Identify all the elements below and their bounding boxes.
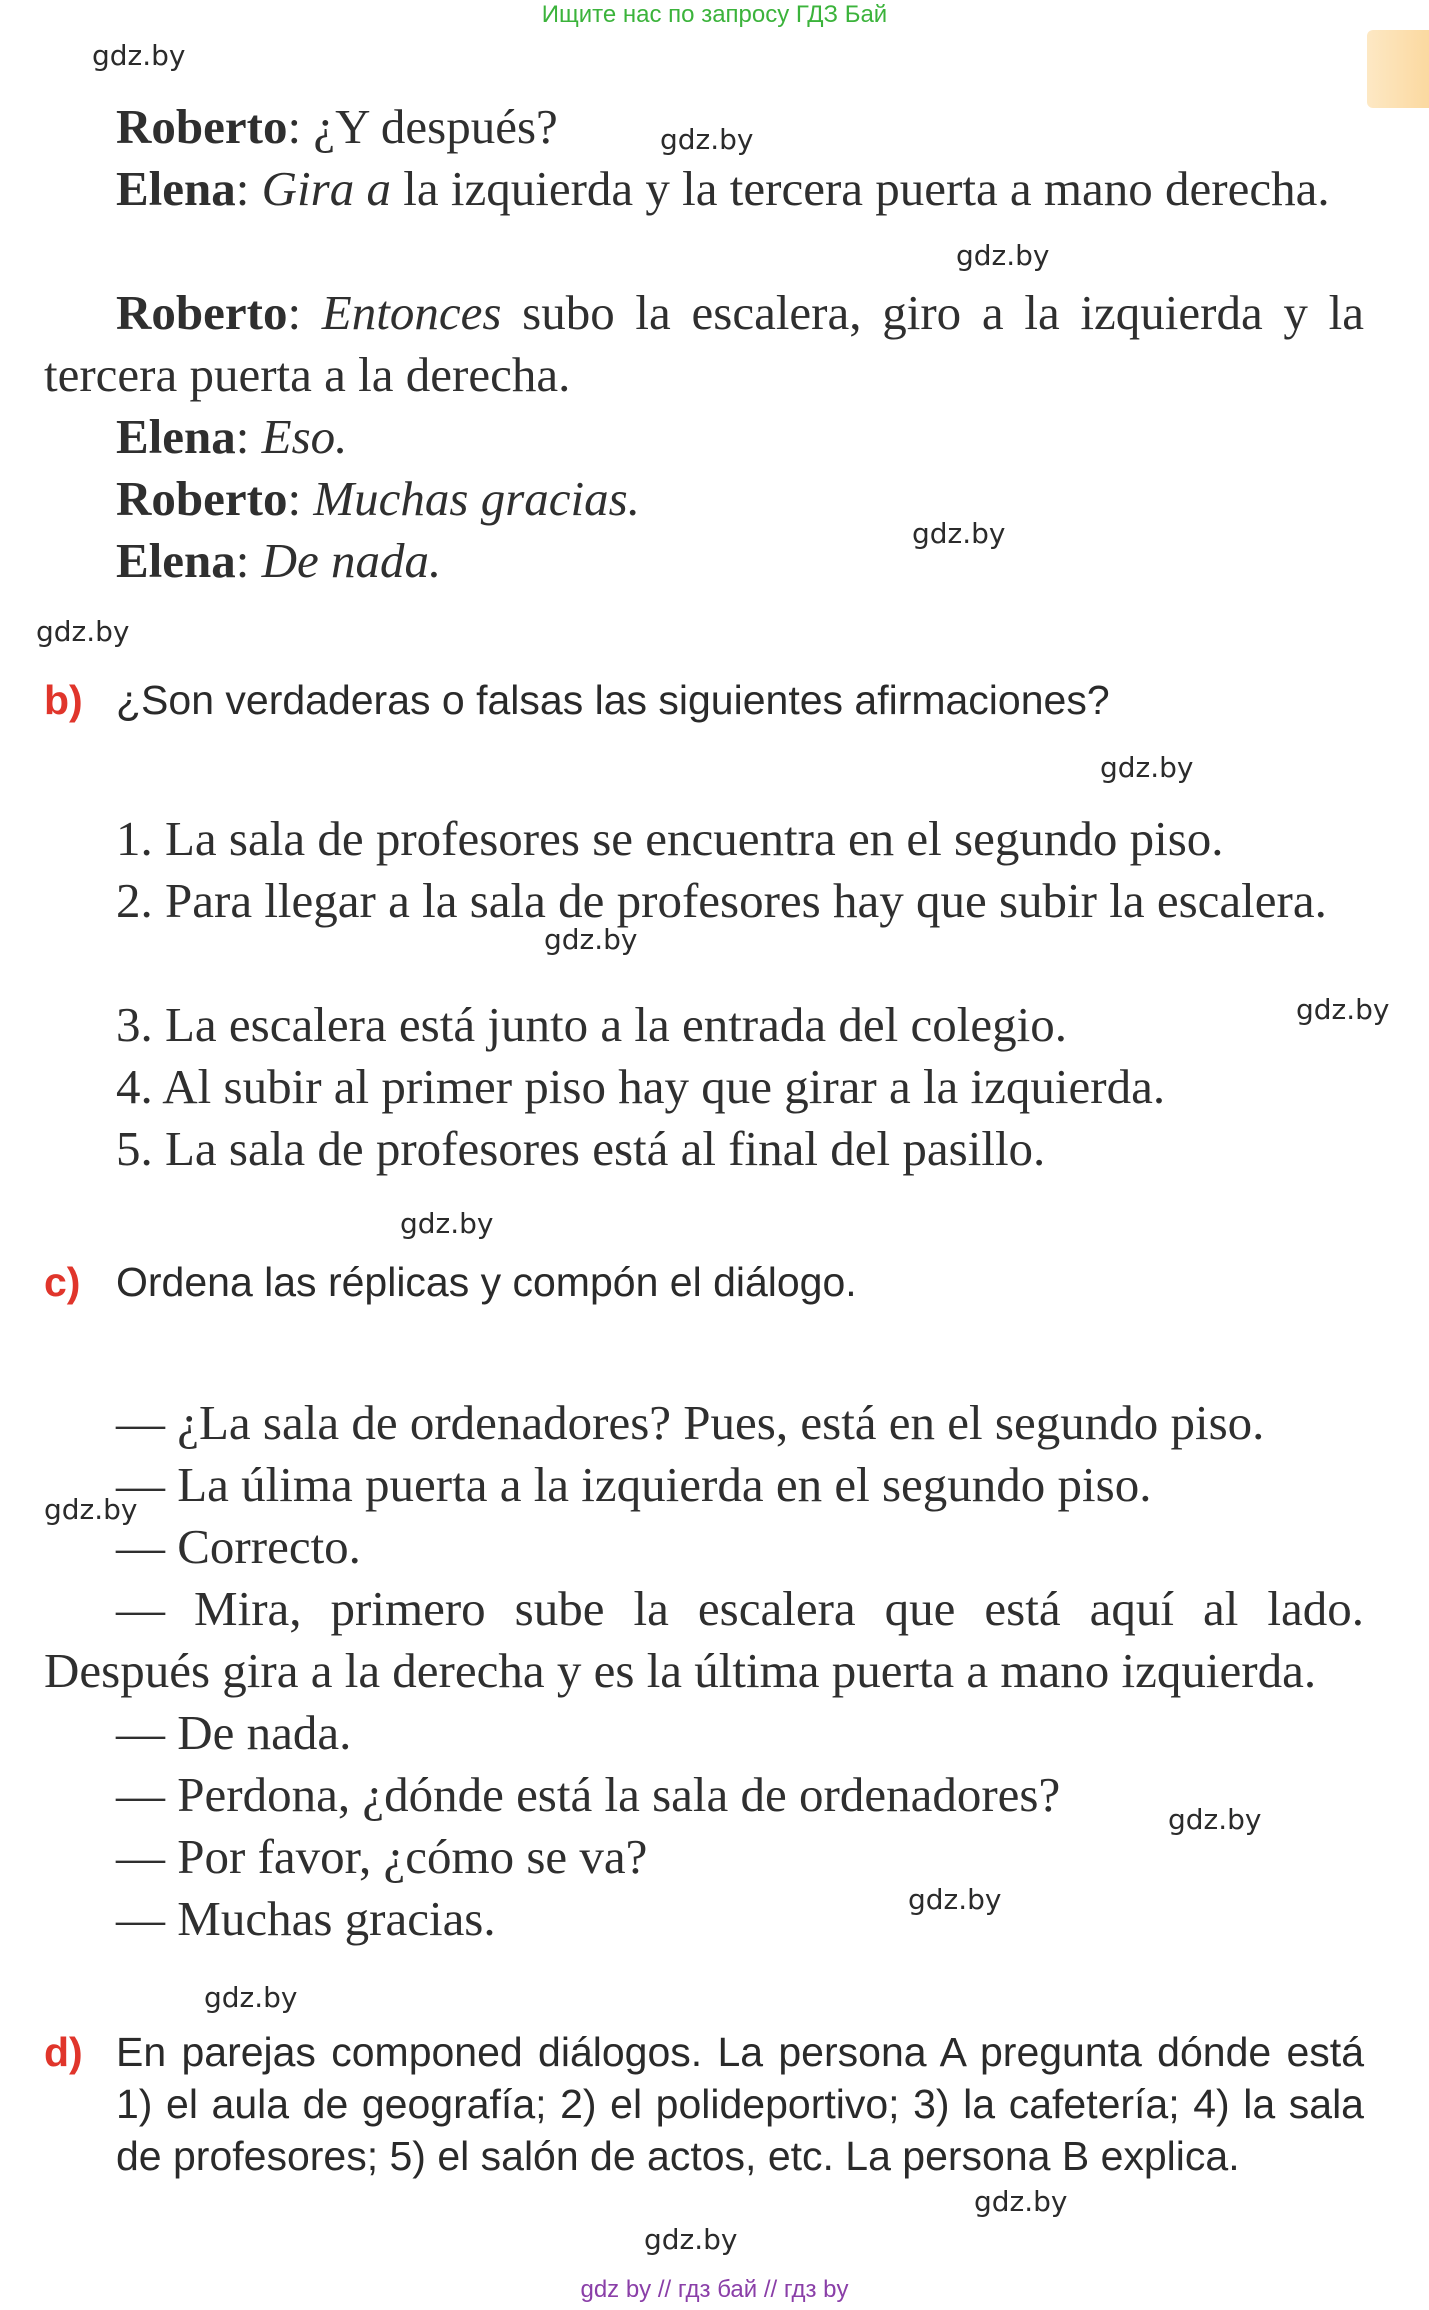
watermark: gdz.by (204, 1981, 298, 2014)
watermark: gdz.by (400, 1207, 494, 1240)
watermark: gdz.by (974, 2185, 1068, 2218)
speaker-name: Roberto (116, 471, 288, 526)
list-item: 3. La escalera está junto a la entrada del colegio. (116, 997, 1067, 1052)
watermark: gdz.by (956, 239, 1050, 272)
task-instruction: En parejas componed diálogos. La persona A pregunta dónde está 1) el aula de geografía; 2) el polideportivo; 3) la cafetería; 4) la sala de profesores; 5) el salón de actos, etc. La persona B explica. (116, 2029, 1364, 2179)
list-item: — Muchas gracias. (116, 1891, 496, 1946)
task-instruction: ¿Son verdaderas o falsas las siguientes afirmaciones? (116, 677, 1110, 723)
dialogue-line-1: Roberto: ¿Y después? (116, 99, 558, 154)
page-corner-tab (1367, 30, 1429, 108)
watermark: gdz.by (644, 2223, 738, 2256)
task-instruction: Ordena las réplicas y compón el diálogo. (116, 1259, 857, 1305)
list-item: — La úlima puerta a la izquierda en el segundo piso. (116, 1457, 1152, 1512)
task-b (44, 674, 1364, 726)
watermark: gdz.by (1168, 1803, 1262, 1836)
list-item: — De nada. (116, 1705, 352, 1760)
dialogue-line-3: Roberto: Entonces subo la escalera, giro a la izquierda y la tercera puerta a la derecha. (44, 285, 1364, 402)
speaker-name: Elena (116, 161, 236, 216)
task-letter: c) (44, 1259, 81, 1305)
dialogue-line-5: Roberto: Muchas gracias. (116, 471, 640, 526)
watermark: gdz.by (1296, 993, 1390, 1026)
list-item: 1. La sala de profesores se encuentra en el segundo piso. (116, 811, 1224, 866)
list-item: 5. La sala de profesores está al final del pasillo. (116, 1121, 1046, 1176)
list-item: — Mira, primero sube la escalera que está aquí al lado. Después gira a la derecha y es la última puerta a mano izquierda. (44, 1581, 1364, 1698)
watermark: gdz.by (1100, 751, 1194, 784)
speaker-name: Roberto (116, 99, 288, 154)
list-item: — Correcto. (116, 1519, 361, 1574)
dialogue-line-6: Elena: De nada. (116, 533, 442, 588)
task-letter: d) (44, 2029, 83, 2075)
search-banner[interactable]: Ищите нас по запросу ГДЗ Бай (541, 1, 888, 28)
task-d (44, 2026, 1364, 2182)
task-letter: b) (44, 677, 83, 723)
speaker-name: Roberto (116, 285, 288, 340)
list-item: 2. Para llegar a la sala de profesores hay que subir la escalera. (116, 873, 1327, 928)
watermark: gdz.by (36, 615, 130, 648)
footer-watermark: gdz by // гдз бай // гдз by (580, 2276, 849, 2303)
list-item: — ¿La sala de ordenadores? Pues, está en el segundo piso. (116, 1395, 1265, 1450)
speaker-name: Elena (116, 533, 236, 588)
list-item: — Por favor, ¿cómo se va? (116, 1829, 648, 1884)
speaker-name: Elena (116, 409, 236, 464)
list-item: — Perdona, ¿dónde está la sala de ordenadores? (116, 1767, 1061, 1822)
watermark: gdz.by (92, 39, 186, 72)
task-c (44, 1256, 1364, 1308)
dialogue-line-2: Elena: Gira a la izquierda y la tercera puerta a mano derecha. (116, 161, 1330, 216)
watermark: gdz.by (908, 1883, 1002, 1916)
watermark: gdz.by (44, 1493, 138, 1526)
watermark: gdz.by (912, 517, 1006, 550)
dialogue-line-4: Elena: Eso. (116, 409, 348, 464)
list-item: 4. Al subir al primer piso hay que girar a la izquierda. (116, 1059, 1166, 1114)
watermark: gdz.by (544, 923, 638, 956)
watermark: gdz.by (660, 123, 754, 156)
